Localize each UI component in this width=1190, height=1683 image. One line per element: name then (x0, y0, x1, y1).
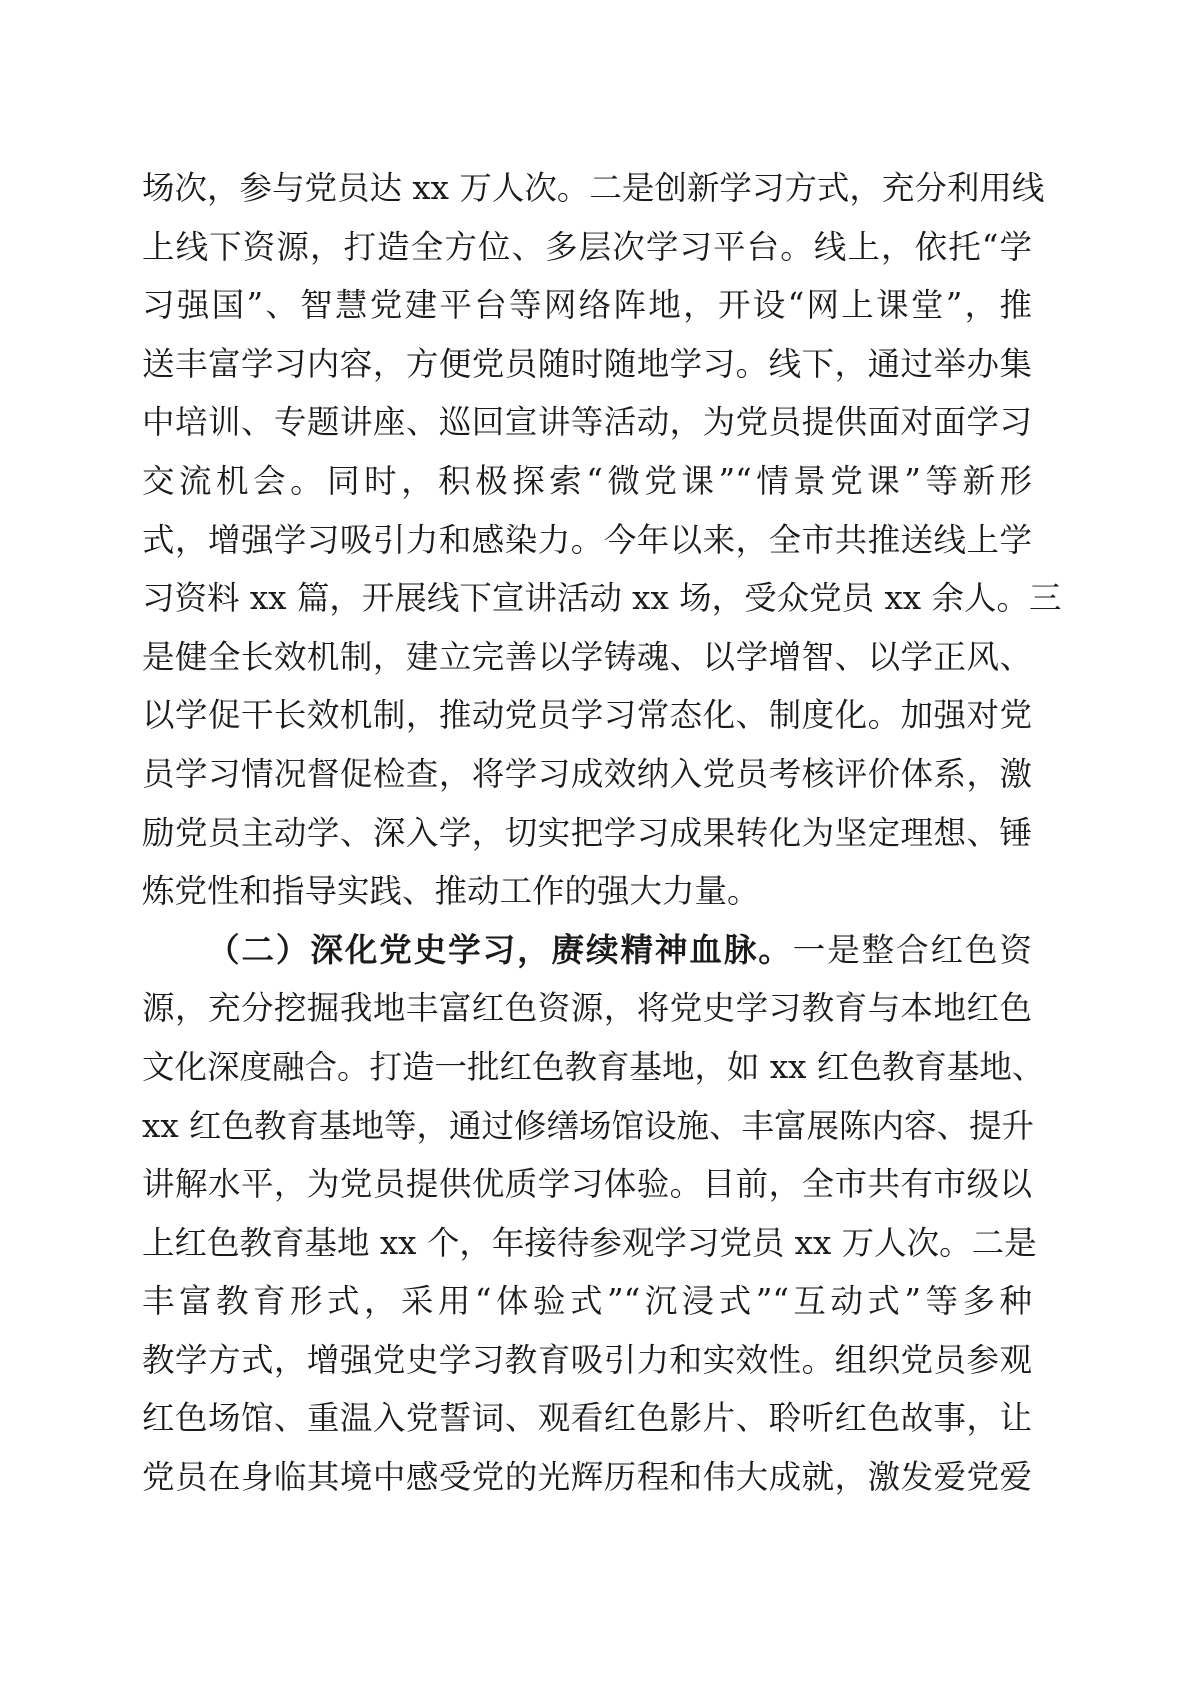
text-line: 中培训、专题讲座、巡回宣讲等活动，为党员提供面对面学习 (142, 403, 1032, 442)
text-line-first (142, 921, 1032, 980)
text-line: 讲解水平，为党员提供优质学习体验。目前，全市共有市级以 (142, 1165, 1032, 1204)
text-line: 上红色教育基地 xx 个，年接待参观学习党员 xx 万人次。二是 (142, 1223, 1037, 1262)
text-line: 习资料 xx 篇，开展线下宣讲活动 xx 场，受众党员 xx 余人。三 (142, 579, 1062, 618)
text-line: 源，充分挖掘我地丰富红色资源，将党史学习教育与本地红色 (142, 989, 1032, 1028)
document-body (142, 159, 1062, 1507)
text-line: 上线下资源，打造全方位、多层次学习平台。线上，依托“学 (142, 227, 1032, 266)
text-line: 以学促干长效机制，推动党员学习常态化、制度化。加强对党 (142, 696, 1032, 735)
text-line: 送丰富学习内容，方便党员随时随地学习。线下，通过举办集 (142, 344, 1032, 383)
text-line: 场次，参与党员达 xx 万人次。二是创新学习方式，充分利用线 (142, 169, 1045, 207)
text-line: 教学方式，增强党史学习教育吸引力和实效性。组织党员参观 (142, 1340, 1032, 1379)
text-line: 交流机会。同时，积极探索“微党课”“情景党课”等新形 (142, 461, 1032, 500)
text-line: 红色场馆、重温入党誓词、观看红色影片、聆听红色故事，让 (142, 1399, 1032, 1438)
text-line: 是健全长效机制，建立完善以学铸魂、以学增智、以学正风、 (142, 637, 1032, 676)
section-heading: （二）深化党史学习，赓续精神血脉。 (207, 929, 793, 969)
text-line: 文化深度融合。打造一批红色教育基地，如 xx 红色教育基地、 (142, 1047, 1045, 1086)
text-line: 炼党性和指导实践、推动工作的强大力量。 (142, 872, 760, 911)
paragraph-1 (142, 159, 1062, 921)
text-line: 励党员主动学、深入学，切实把学习成果转化为坚定理想、锤 (142, 813, 1032, 852)
text-line: xx 红色教育基地等，通过修缮场馆设施、丰富展陈内容、提升 (142, 1106, 1034, 1145)
text-line: 党员在身临其境中感受党的光辉历程和伟大成就，激发爱党爱 (142, 1458, 1032, 1497)
text-line: 习强国”、智慧党建平台等网络阵地，开设“网上课堂”，推 (142, 286, 1032, 325)
text-line: 丰富教育形式，采用“体验式”“沉浸式”“互动式”等多种 (142, 1282, 1032, 1321)
text-line: 员学习情况督促检查，将学习成效纳入党员考核评价体系，激 (142, 754, 1032, 793)
text-line-rest: 一是整合红色资 (792, 930, 1032, 969)
text-line: 式，增强学习吸引力和感染力。今年以来，全市共推送线上学 (142, 520, 1032, 559)
paragraph-2 (142, 921, 1045, 1507)
